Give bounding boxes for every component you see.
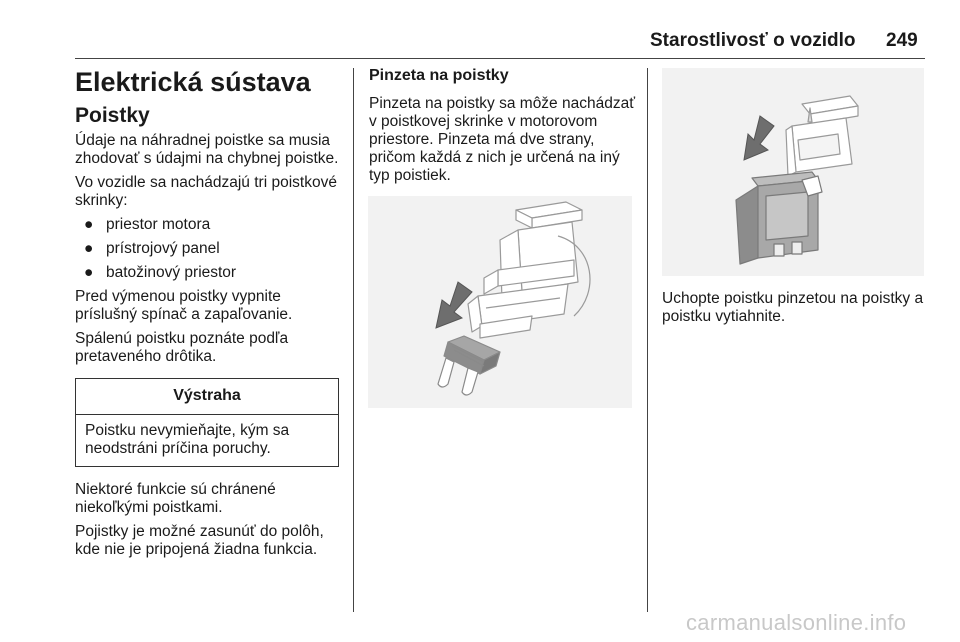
fuse-removal-illustration xyxy=(662,68,924,276)
paragraph-pull-fuse: Uchopte poistku pinzetou na poistky a poistku vytiahnite. xyxy=(662,290,924,325)
bullet-icon: ● xyxy=(84,216,94,233)
paragraph-before-replacement: Pred výmenou poistky vypnite príslušný spínač a zapaľovanie. xyxy=(75,288,293,323)
fuse-extractor-heading: Pinzeta na poistky xyxy=(369,67,509,84)
paragraph-multiple-fuses: Niektoré funkcie sú chránené niekoľkými poistkami. xyxy=(75,481,276,516)
paragraph-fuse-data: Údaje na náhradnej poistke sa musia zhodovať s údajmi na chybnej poistke. xyxy=(75,132,339,167)
watermark: carmanualsonline.info xyxy=(686,610,907,635)
list-item: ● batožinový priestor xyxy=(84,264,237,281)
paragraph-fuse-extractor: Pinzeta na poistky sa môže nachádzať v poistkovej skrinke v motorovom priestore. Pinzeta má dve strany, pričom každá z nich je určená na iný typ poistiek. xyxy=(369,95,636,184)
warning-title: Výstraha xyxy=(76,379,338,415)
paragraph-fuse-boxes: Vo vozidle sa nachádzajú tri poistkové skrinky: xyxy=(75,174,337,209)
paragraph-spare-positions: Pojistky je možné zasunúť do polôh, kde nie je pripojená žiadna funkcia. xyxy=(75,523,324,558)
bullet-icon: ● xyxy=(84,264,94,281)
list-item: ● priestor motora xyxy=(84,216,211,233)
middle-column xyxy=(369,66,637,191)
bullet-icon: ● xyxy=(84,240,94,257)
right-column xyxy=(662,290,924,332)
paragraph-blown-fuse: Spálenú poistku poznáte podľa pretaveného drôtika. xyxy=(75,330,289,365)
left-column xyxy=(75,64,345,565)
column-divider-1 xyxy=(353,68,354,612)
warning-body: Poistku nevymieňajte, kým sa neodstráni príčina poruchy. xyxy=(85,422,290,457)
warning-box xyxy=(75,378,339,467)
column-divider-2 xyxy=(647,68,648,612)
fuse-extractor-illustration xyxy=(368,196,632,408)
section-heading: Elektrická sústava xyxy=(75,67,311,97)
header-rule xyxy=(75,58,925,59)
list-item: ● prístrojový panel xyxy=(84,240,220,257)
page-number: 249 xyxy=(886,30,918,51)
page-header-title: Starostlivosť o vozidlo xyxy=(650,30,856,51)
fuse-box-list xyxy=(75,216,345,282)
subsection-heading: Poistky xyxy=(75,104,150,127)
